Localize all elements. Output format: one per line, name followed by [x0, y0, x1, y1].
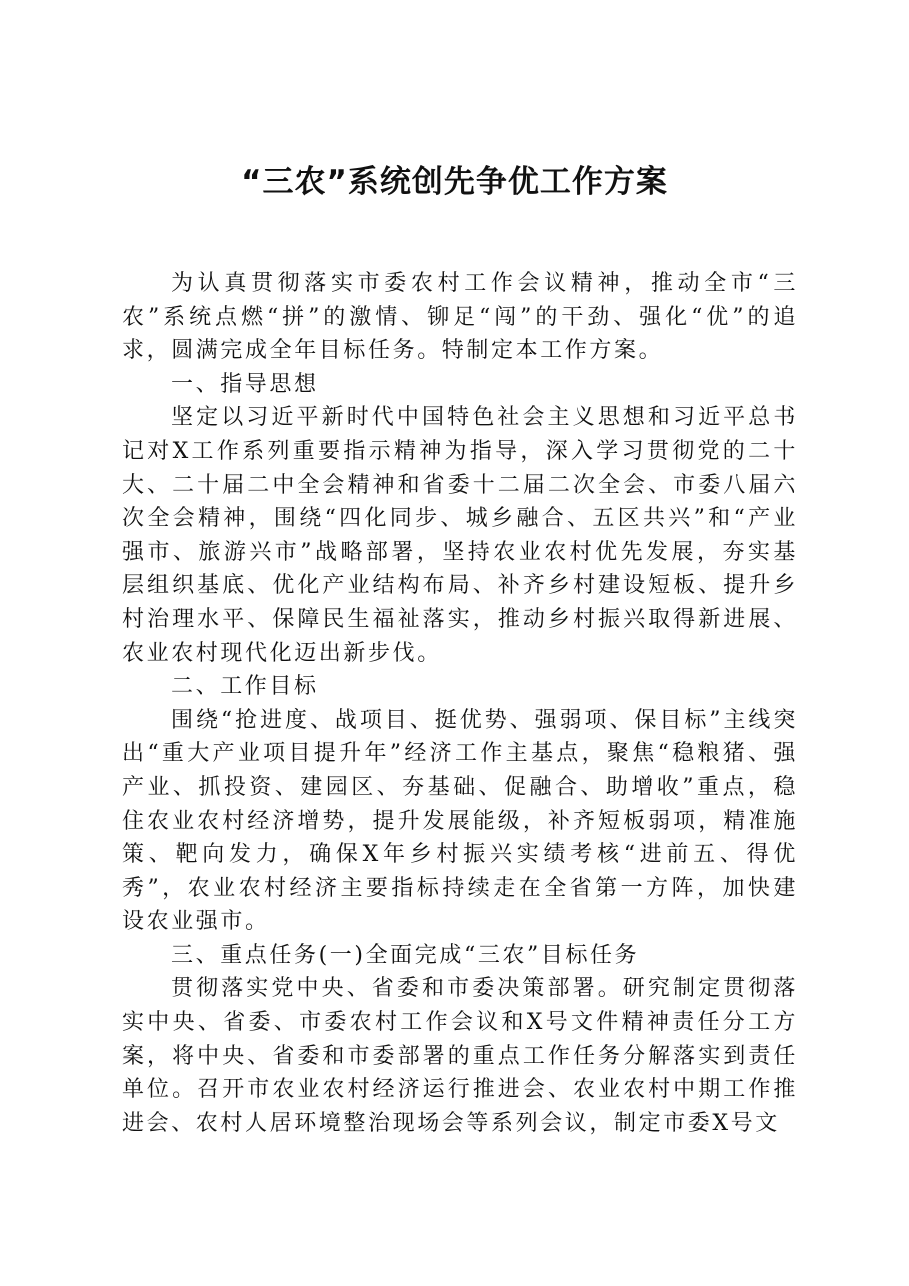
intro-paragraph: 为认真贯彻落实市委农村工作会议精神，推动全市“三农”系统点燃“拼”的激情、铆足“闯”的干劲、强化“优”的追求，圆满完成全年目标任务。特制定本工作方案。 — [122, 271, 798, 364]
document-body — [122, 267, 798, 1140]
document-title: “三农”系统创先争优工作方案 — [241, 164, 668, 200]
section-heading-key-tasks: 三、重点任务(一)全面完成“三农”目标任务 — [171, 942, 640, 968]
work-goals-paragraph: 围绕“抢进度、战项目、挺优势、强弱项、保目标”主线突出“重大产业项目提升年”经济工作主基点，聚焦“稳粮猪、强产业、抓投资、建园区、夯基础、促融合、助增收”重点，稳住农业农村经济增势，提升发展能级，补齐短板弱项，精准施策、靶向发力，确保X年乡村振兴实绩考核“进前五、得优秀”，农业农村经济主要指标持续走在全省第一方阵，加快建设农业强市。 — [122, 707, 798, 935]
guiding-ideology-paragraph: 坚定以习近平新时代中国特色社会主义思想和习近平总书记对X工作系列重要指示精神为指导，深入学习贯彻党的二十大、二十届二中全会精神和省委十二届二次全会、市委八届六次全会精神，围绕“四化同步、城乡融合、五区共兴”和“产业强市、旅游兴市”战略部署，坚持农业农村优先发展，夯实基层组织基底、优化产业结构布局、补齐乡村建设短板、提升乡村治理水平、保障民生福祉落实，推动乡村振兴取得新进展、农业农村现代化迈出新步伐。 — [122, 405, 798, 666]
section-heading-work-goals: 二、工作目标 — [171, 674, 319, 700]
section-heading-guiding-ideology: 一、指导思想 — [171, 371, 319, 397]
key-tasks-paragraph: 贯彻落实党中央、省委和市委决策部署。研究制定贯彻落实中央、省委、市委农村工作会议和X号文件精神责任分工方案，将中央、省委和市委部署的重点工作任务分解落实到责任单位。召开市农业农村经济运行推进会、农业农村中期工作推进会、农村人居环境整治现场会等系列会议，制定市委X号文 — [122, 976, 798, 1136]
